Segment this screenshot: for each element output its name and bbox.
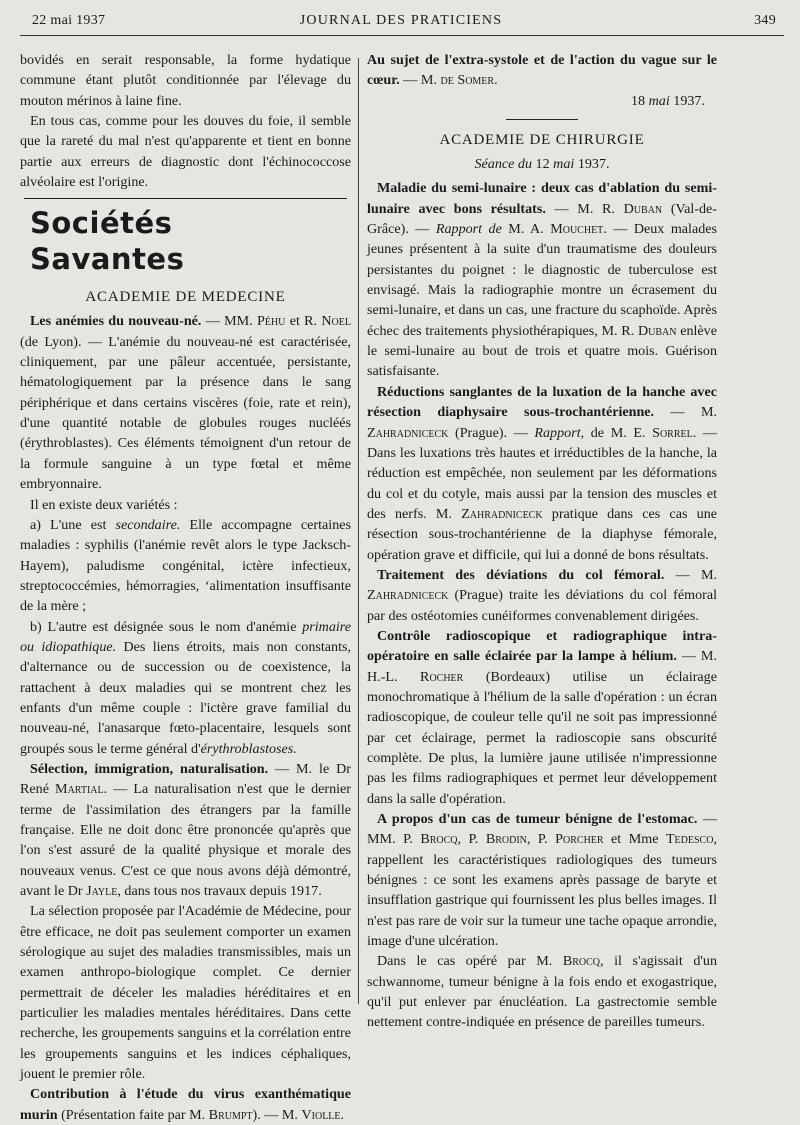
entry-radioscopie: Contrôle radioscopique et radiographique intra-opératoire en salle éclairée par la lampe à hélium. — M. H.-L. Rocher (Bordeaux) utilise un éclairage monochromatique à l'hélium de la salle d'opération : un écran radioscopique, de couleur telle qu'il ne soit pas impressionné par cet éclairage, permet la radioscopie sans obscurité complète. De plus, la lumière jaune utilisée n'impressionne pas les films radiographiques et permet leur développement dans la salle d'opération. <box>367 627 717 807</box>
dateline: 18 mai 1937. <box>631 92 705 109</box>
entry-title: Au sujet de l'extra-systole et de l'action du vague sur le cœur. <box>367 52 717 89</box>
author-name: Violle <box>301 1106 341 1123</box>
column-divider <box>358 58 359 1004</box>
entry-title: Maladie du semi-lunaire : deux cas d'ablation du semi-lunaire avec bons résultats. <box>367 180 717 217</box>
author-name: Zahradniceck <box>461 505 543 522</box>
continued-paragraph: bovidés en serait responsable, la forme hydatique commune étant plutôt conditionnée par l'élevage du mouton mérinos à laine fine. <box>20 52 351 109</box>
author-name: Zahradniceck <box>367 424 449 441</box>
paragraph: Dans le cas opéré par M. Brocq, il s'agissait d'un schwannome, tumeur bénigne à la fois endo et exogastrique, qu'il put enlever par énucléation. La gastrectomie semble nettement contre-indiquée en présence de pareilles tumeurs. <box>367 953 717 1031</box>
entry-title: A propos d'un cas de tumeur bénigne de l'estomac. <box>377 811 698 828</box>
author-name: Duban <box>623 200 663 217</box>
author-name: Brocq <box>562 953 600 970</box>
entry-luxation: Réductions sanglantes de la luxation de la hanche avec résection diaphysaire sous-trochantérienne. — M. Zahradniceck (Prague). — Rapport, de M. E. Sorrel. — Dans les luxations très hautes et irréductibles de la hanche, la réduction est empêchée, non seulement par les déformations du col et du cotyle, mais aussi par la tension des muscles et des nerfs. M. Zahradniceck pratique dans ces cas une résection sous-trochantérienne de la diaphyse fémorale, opération grave et difficile, qui lui a donné de bons résultats. <box>367 383 718 563</box>
author-name: Rocher <box>420 668 464 685</box>
author-name: Brocq <box>420 831 458 848</box>
header-rule <box>20 35 784 36</box>
seance-line: Séance du 12 mai 1937. <box>474 156 610 173</box>
entry-title: Les anémies du nouveau-né. <box>30 313 202 330</box>
author-name: Sorrel <box>652 424 693 441</box>
author-name: Brodin <box>485 831 527 848</box>
academy-heading: ACADEMIE DE CHIRURGIE <box>439 132 645 149</box>
entry-title: Contribution à l'étude du virus exanthématique murin <box>20 1086 351 1123</box>
author-name: Jayle <box>86 883 118 900</box>
paragraph: Il en existe deux variétés : <box>30 496 178 513</box>
entry-virus: Contribution à l'étude du virus exanthématique murin (Présentation faite par M. Brumpt). — M. Violle. <box>20 1086 351 1123</box>
paragraph: En tous cas, comme pour les douves du foie, il semble que la rareté du mal n'est qu'apparente et tient en bonne partie aux erreurs de diagnostic dont l'échinococcose alvéolaire est l'origine. <box>20 113 351 191</box>
page-number: 349 <box>754 13 776 28</box>
author-name: Mouchet <box>550 221 604 238</box>
academy-heading: ACADEMIE DE MEDECINE <box>85 289 286 306</box>
author-name: Martial <box>55 781 104 798</box>
running-head <box>22 13 780 35</box>
author-name: Tedesco <box>665 831 714 848</box>
author-name: Zahradniceck <box>367 587 449 604</box>
journal-title: JOURNAL DES PRATICIENS <box>299 13 503 28</box>
entry-title: Réductions sanglantes de la luxation de la hanche avec résection diaphysaire sous-trochantérienne. <box>367 383 717 421</box>
entry-selection: Sélection, immigration, naturalisation. — M. le Dr René Martial. — La naturalisation n'est que le dernier terme de l'assimilation des étrangers par la famille française. Elle ne doit donc être prononcée qu'après que l'on s'est assuré de la qualité physique et morale des nouveaux venus. C'est ce que nous avons déjà démontré, avant le Dr Jayle, dans tous nos travaux depuis 1917. <box>20 760 351 900</box>
entry-col-femoral: Traitement des déviations du col fémoral. — M. Zahradniceck (Prague) traite les déviations du col fémoral par des ostéotomies cunéiformes convenablement dirigées. <box>367 566 717 624</box>
paragraph: b) L'autre est désignée sous le nom d'anémie primaire ou idiopathique. Des liens étroits, mais non constants, d'alternance ou de succession ou de coexistence, la rattachent à deux maladies qui se montrent chez les enfants d'un même couple : l'ictère grave familial du nouveau-né, l'anasarque fœto-placentaire, lesquels sont groupés sous le terme général d'érythroblastoses. <box>20 618 351 757</box>
right-column <box>367 50 717 1033</box>
author-name: Péhu <box>257 313 286 330</box>
entry-extrasystole: Au sujet de l'extra-systole et de l'action du vague sur le cœur. — M. de Somer. <box>367 52 717 89</box>
left-column <box>20 50 351 1125</box>
entry-anemies: Les anémies du nouveau-né. — MM. Péhu et R. Noel (de Lyon). — L'anémie du nouveau-né est caractérisée, cliniquement, par une pâleur accentuée, persistante, hématologiquement par la présence dans le sang périphérique et dans certains viscères (foie, rate et rein), d'une quantité notable de globules rouges nucléés (érythroblastes). Ces éléments témoignent d'un retour de la formule sanguine à un type fœtal et même embryonnaire. <box>20 313 351 493</box>
entry-title: Sélection, immigration, naturalisation. <box>30 760 269 777</box>
author-name: Brumpt <box>208 1106 253 1123</box>
author-name: Duban <box>637 322 677 339</box>
author-name: Noel <box>321 313 351 330</box>
entry-title: Traitement des déviations du col fémoral. <box>377 566 665 583</box>
entry-tumeur: A propos d'un cas de tumeur bénigne de l'estomac. — MM. P. Brocq, P. Brodin, P. Porcher et Mme Tedesco, rappellent les caractéristiques radiologiques des tumeurs bénignes : ce sont les examens après passage de baryte et insufflation gastrique qui fournissent les plus belles images. Il n'est pas rare de voir sur la tumeur une tache opaque arrondie, image d'une ulcération. <box>367 811 717 950</box>
short-rule <box>506 119 578 120</box>
section-rule <box>24 198 347 199</box>
paragraph: a) L'une est secondaire. Elle accompagne certaines maladies : syphilis (l'anémie revêt alors le type Jacksch-Hayem), paludisme congénital, ictère infectieux, streptococcémies, hémorragies, ‘alimentation insuffisante de la mère ; <box>20 516 351 615</box>
paragraph: La sélection proposée par l'Académie de Médecine, pour être efficace, ne doit pas seulement comporter un examen sérologique au sujet des maladies transmissibles, mais un examen anthropo-biologique complet. Ce dernier permettrait de déceler les maladies héréditaires et en particulier les maladies mentales héréditaires. Dans cette recherche, les groupements sanguins et la corrélation entre les groupements sanguins et les indices céphaliques, jouent le premier rôle. <box>20 903 351 1083</box>
entry-title: Contrôle radioscopique et radiographique intra-opératoire en salle éclairée par la lampe à hélium. <box>367 627 717 665</box>
entry-semi-lunaire: Maladie du semi-lunaire : deux cas d'ablation du semi-lunaire avec bons résultats. — M. R. Duban (Val-de-Grâce). — Rapport de M. A. Mouchet. — Deux malades jeunes présentent à la suite d'un traumatisme des douleurs persistantes du poignet : le diagnostic de tuberculose est envisagé. Mais la radiographie montre un écrasement du semi-lunaire, et dans un cas, une fracture du scaphoïde. Après échec des traitements physiothérapiques, M. R. Duban enlève le semi-lunaire au bout de trois et quatre mois. Guérison satisfaisante. <box>367 180 717 380</box>
section-title: Sociétés Savantes <box>30 206 185 277</box>
issue-date: 22 mai 1937 <box>32 13 106 28</box>
author-name: Porcher <box>555 831 604 848</box>
author-name: de Somer <box>440 72 495 89</box>
